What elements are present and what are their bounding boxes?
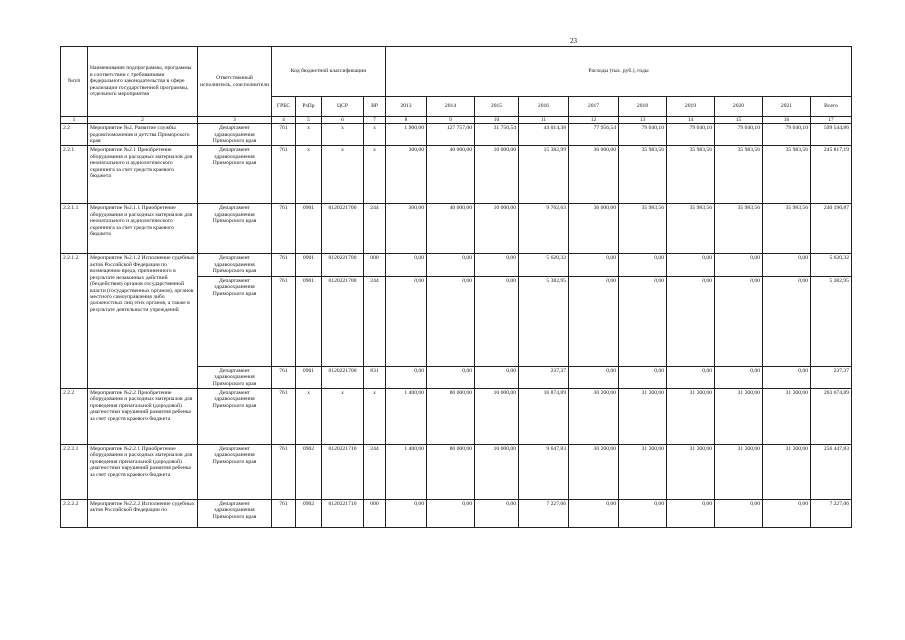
amount-cell: 0,00 [619, 500, 667, 528]
amount-cell: 31 300,00 [763, 389, 811, 445]
amount-cell: 0,00 [427, 366, 475, 388]
amount-cell: 0,00 [427, 276, 475, 366]
amount-cell: 35 983,56 [619, 204, 667, 254]
budget-table [60, 46, 852, 528]
amount-cell: 1 400,00 [386, 445, 427, 500]
amount-cell: 10 000,00 [475, 204, 519, 254]
header-num: №п/п [61, 47, 88, 117]
amount-cell: 0,00 [475, 366, 519, 388]
amount-cell: 10 000,00 [475, 445, 519, 500]
vr-cell: 244 [364, 204, 386, 254]
amount-cell: 0,00 [667, 276, 715, 366]
amount-cell: 0,00 [619, 276, 667, 366]
row-name: Мероприятие №2.2.1 Приобретение оборудования и расходных материалов для проведения пренатальной (дородовой) диагностики нарушений развития ребенка за счет средств краевого бюджета [88, 445, 198, 500]
column-number: 2 [88, 117, 198, 124]
header-year: 2021 [763, 97, 811, 117]
amount-cell: 10 000,00 [475, 389, 519, 445]
amount-cell: 31 300,00 [667, 445, 715, 500]
row-number: 2.2.1 [61, 146, 88, 204]
header-year: 2014 [427, 97, 475, 117]
table-row [61, 204, 852, 254]
row-name: Мероприятие №2.1.1 Приобретение оборудования и расходных материалов для неонатального и аудиологического скрининга за счет средств краевого бюджета [88, 204, 198, 254]
column-number: 6 [322, 117, 364, 124]
row-executor: Департамент здравоохранения Приморского края [198, 204, 272, 254]
csr-cell: x [322, 124, 364, 146]
total-cell: 245 817,19 [811, 146, 852, 204]
csr-cell: 0120221700 [322, 254, 364, 276]
vr-cell: x [364, 146, 386, 204]
row-name: Мероприятие №2.1.2 Исполнение судебных актов Российской Федерации по возмещению вреда, причиненного в результате незаконных действий (бездействия) органов государственной власти (государственных органов), органов местного самоуправления либо должностных лиц этих органов, а также в результате деятельности учреждений [88, 254, 198, 389]
amount-cell: 1 900,00 [386, 124, 427, 146]
amount-cell: 35 983,56 [715, 146, 763, 204]
header-year: 2015 [475, 97, 519, 117]
amount-cell: 0,00 [715, 500, 763, 528]
amount-cell: 10 000,00 [475, 146, 519, 204]
amount-cell: 31 300,00 [619, 445, 667, 500]
column-number: 8 [386, 117, 427, 124]
header-expenses-group: Расходы (тыс. руб.), годы [386, 47, 852, 97]
amount-cell: 15 382,99 [519, 146, 569, 204]
amount-cell: 0,00 [763, 366, 811, 388]
table-row [61, 124, 852, 146]
column-number: 14 [667, 117, 715, 124]
total-cell: 599 544,86 [811, 124, 852, 146]
row-executor: Департамент здравоохранения Приморского края [198, 254, 272, 276]
header-year: 2019 [667, 97, 715, 117]
amount-cell: 5 620,32 [519, 254, 569, 276]
amount-cell: 300,00 [386, 204, 427, 254]
header-total: Всего [811, 97, 852, 117]
amount-cell: 0,00 [569, 500, 619, 528]
amount-cell: 0,00 [715, 276, 763, 366]
grbs-cell: 761 [272, 146, 296, 204]
amount-cell: 16 874,89 [519, 389, 569, 445]
amount-cell: 31 756,54 [475, 124, 519, 146]
grbs-cell: 761 [272, 445, 296, 500]
column-number: 13 [619, 117, 667, 124]
amount-cell: 0,00 [763, 500, 811, 528]
grbs-cell: 761 [272, 500, 296, 528]
row-number: 2.2 [61, 124, 88, 146]
amount-cell: 0,00 [715, 254, 763, 276]
amount-cell: 36 000,00 [569, 146, 619, 204]
amount-cell: 77 956,54 [569, 124, 619, 146]
header-year: 2013 [386, 97, 427, 117]
amount-cell: 1 400,00 [386, 389, 427, 445]
amount-cell: 9 647,83 [519, 445, 569, 500]
rzpr-cell: 0902 [296, 500, 322, 528]
header-exec: Ответственный исполнитель, соисполнители [198, 47, 272, 117]
rzpr-cell: 0901 [296, 366, 322, 388]
column-number: 17 [811, 117, 852, 124]
amount-cell: 31 300,00 [715, 389, 763, 445]
amount-cell: 35 983,56 [667, 146, 715, 204]
vr-cell: 831 [364, 366, 386, 388]
row-number: 2.2.2.1 [61, 445, 88, 500]
csr-cell: x [322, 146, 364, 204]
csr-cell: x [322, 389, 364, 445]
rzpr-cell: x [296, 389, 322, 445]
column-number: 5 [296, 117, 322, 124]
row-executor: Департамент здравоохранения Приморского края [198, 445, 272, 500]
amount-cell: 0,00 [569, 254, 619, 276]
amount-cell: 127 757,00 [427, 124, 475, 146]
row-executor: Департамент здравоохранения Приморского края [198, 366, 272, 388]
grbs-cell: 761 [272, 389, 296, 445]
csr-cell: 0120221700 [322, 366, 364, 388]
row-name: Мероприятие №2.1 Приобретение оборудования и расходных материалов для неонатального и аудиологического скрининга за счет средств краевого бюджета [88, 146, 198, 204]
page-number: 23 [570, 37, 577, 45]
vr-cell: 000 [364, 254, 386, 276]
row-number: 2.2.1.2 [61, 254, 88, 389]
amount-cell: 0,00 [763, 276, 811, 366]
amount-cell: 31 300,00 [619, 389, 667, 445]
amount-cell: 35 983,56 [763, 146, 811, 204]
amount-cell: 0,00 [715, 366, 763, 388]
grbs-cell: 761 [272, 124, 296, 146]
total-cell: 240 196,87 [811, 204, 852, 254]
header-code-group: Код бюджетной классификации [272, 47, 386, 97]
rzpr-cell: 0901 [296, 254, 322, 276]
row-number: 2.2.2 [61, 389, 88, 445]
amount-cell: 0,00 [386, 500, 427, 528]
table-row [61, 254, 852, 276]
amount-cell: 35 983,56 [715, 204, 763, 254]
grbs-cell: 761 [272, 366, 296, 388]
header-year: 2020 [715, 97, 763, 117]
amount-cell: 40 000,00 [427, 204, 475, 254]
table-header [61, 47, 852, 124]
column-number: 9 [427, 117, 475, 124]
amount-cell: 0,00 [386, 276, 427, 366]
amount-cell: 79 040,10 [763, 124, 811, 146]
amount-cell: 30 200,00 [569, 389, 619, 445]
column-number: 7 [364, 117, 386, 124]
row-executor: Департамент здравоохранения Приморского края [198, 500, 272, 528]
total-cell: 5 620,32 [811, 254, 852, 276]
amount-cell: 0,00 [386, 366, 427, 388]
csr-cell: 0120221700 [322, 276, 364, 366]
amount-cell: 0,00 [475, 500, 519, 528]
header-year: 2018 [619, 97, 667, 117]
amount-cell: 0,00 [569, 276, 619, 366]
amount-cell: 5 382,95 [519, 276, 569, 366]
amount-cell: 300,00 [386, 146, 427, 204]
amount-cell: 44 014,38 [519, 124, 569, 146]
amount-cell: 0,00 [763, 254, 811, 276]
csr-cell: 0120221710 [322, 500, 364, 528]
amount-cell: 79 040,10 [667, 124, 715, 146]
amount-cell: 0,00 [569, 366, 619, 388]
header-rzpr: РзПр [296, 97, 322, 117]
rzpr-cell: x [296, 124, 322, 146]
amount-cell: 0,00 [475, 276, 519, 366]
amount-cell: 0,00 [386, 254, 427, 276]
amount-cell: 7 227,06 [519, 500, 569, 528]
row-executor: Департамент здравоохранения Приморского края [198, 389, 272, 445]
row-executor: Департамент здравоохранения Приморского края [198, 276, 272, 366]
header-year: 2016 [519, 97, 569, 117]
header-name: Наименование подпрограммы, программы в соответствии с требованиями федерального законодательства в сфере реализации государственной программы, отдельного мероприятия [88, 47, 198, 117]
header-year: 2017 [569, 97, 619, 117]
amount-cell: 35 983,56 [763, 204, 811, 254]
amount-cell: 0,00 [667, 254, 715, 276]
row-name: Мероприятие №2.2.2 Исполнение судебных актов Российской Федерации по [88, 500, 198, 528]
table-row [61, 445, 852, 500]
amount-cell: 79 040,10 [715, 124, 763, 146]
table-body [61, 124, 852, 528]
amount-cell: 31 300,00 [667, 389, 715, 445]
amount-cell: 0,00 [667, 500, 715, 528]
total-cell: 263 674,89 [811, 389, 852, 445]
header-vr: ВР [364, 97, 386, 117]
rzpr-cell: 0901 [296, 276, 322, 366]
column-number: 1 [61, 117, 88, 124]
total-cell: 7 227,06 [811, 500, 852, 528]
header-csr: ЦСР [322, 97, 364, 117]
amount-cell: 0,00 [619, 366, 667, 388]
amount-cell: 0,00 [619, 254, 667, 276]
vr-cell: 244 [364, 445, 386, 500]
amount-cell: 79 040,10 [619, 124, 667, 146]
table-row [61, 500, 852, 528]
column-number: 10 [475, 117, 519, 124]
row-executor: Департамент здравоохранения Приморского края [198, 124, 272, 146]
row-number: 2.2.1.1 [61, 204, 88, 254]
rzpr-cell: 0902 [296, 445, 322, 500]
vr-cell: 244 [364, 276, 386, 366]
table-row [61, 389, 852, 445]
grbs-cell: 761 [272, 254, 296, 276]
column-number: 11 [519, 117, 569, 124]
amount-cell: 35 983,56 [667, 204, 715, 254]
header-grbs: ГРБС [272, 97, 296, 117]
csr-cell: 0120221700 [322, 204, 364, 254]
amount-cell: 0,00 [427, 254, 475, 276]
amount-cell: 80 000,00 [427, 389, 475, 445]
grbs-cell: 761 [272, 276, 296, 366]
amount-cell: 30 200,00 [569, 445, 619, 500]
column-number: 16 [763, 117, 811, 124]
row-name: Мероприятие №2.2 Приобретение оборудования и расходных материалов для проведения пренатальной (дородовой) диагностики нарушений развития ребенка за счет средств краевого бюджета [88, 389, 198, 445]
amount-cell: 31 300,00 [715, 445, 763, 500]
amount-cell: 31 300,00 [763, 445, 811, 500]
grbs-cell: 761 [272, 204, 296, 254]
column-number: 3 [198, 117, 272, 124]
row-name: Мероприятие №2. Развитие службы родовспоможения и детства Приморского края [88, 124, 198, 146]
column-number: 15 [715, 117, 763, 124]
total-cell: 5 382,95 [811, 276, 852, 366]
amount-cell: 237,37 [519, 366, 569, 388]
column-number-row [61, 117, 852, 124]
total-cell: 256 447,83 [811, 445, 852, 500]
rzpr-cell: x [296, 146, 322, 204]
amount-cell: 36 000,00 [569, 204, 619, 254]
row-number: 2.2.2.2 [61, 500, 88, 528]
vr-cell: x [364, 389, 386, 445]
amount-cell: 80 000,00 [427, 445, 475, 500]
amount-cell: 9 762,63 [519, 204, 569, 254]
amount-cell: 0,00 [427, 500, 475, 528]
amount-cell: 0,00 [475, 254, 519, 276]
amount-cell: 0,00 [667, 366, 715, 388]
row-executor: Департамент здравоохранения Приморского края [198, 146, 272, 204]
rzpr-cell: 0901 [296, 204, 322, 254]
total-cell: 237,37 [811, 366, 852, 388]
vr-cell: 000 [364, 500, 386, 528]
table-row [61, 146, 852, 204]
csr-cell: 0120221710 [322, 445, 364, 500]
vr-cell: x [364, 124, 386, 146]
amount-cell: 40 000,00 [427, 146, 475, 204]
column-number: 12 [569, 117, 619, 124]
column-number: 4 [272, 117, 296, 124]
amount-cell: 35 983,56 [619, 146, 667, 204]
